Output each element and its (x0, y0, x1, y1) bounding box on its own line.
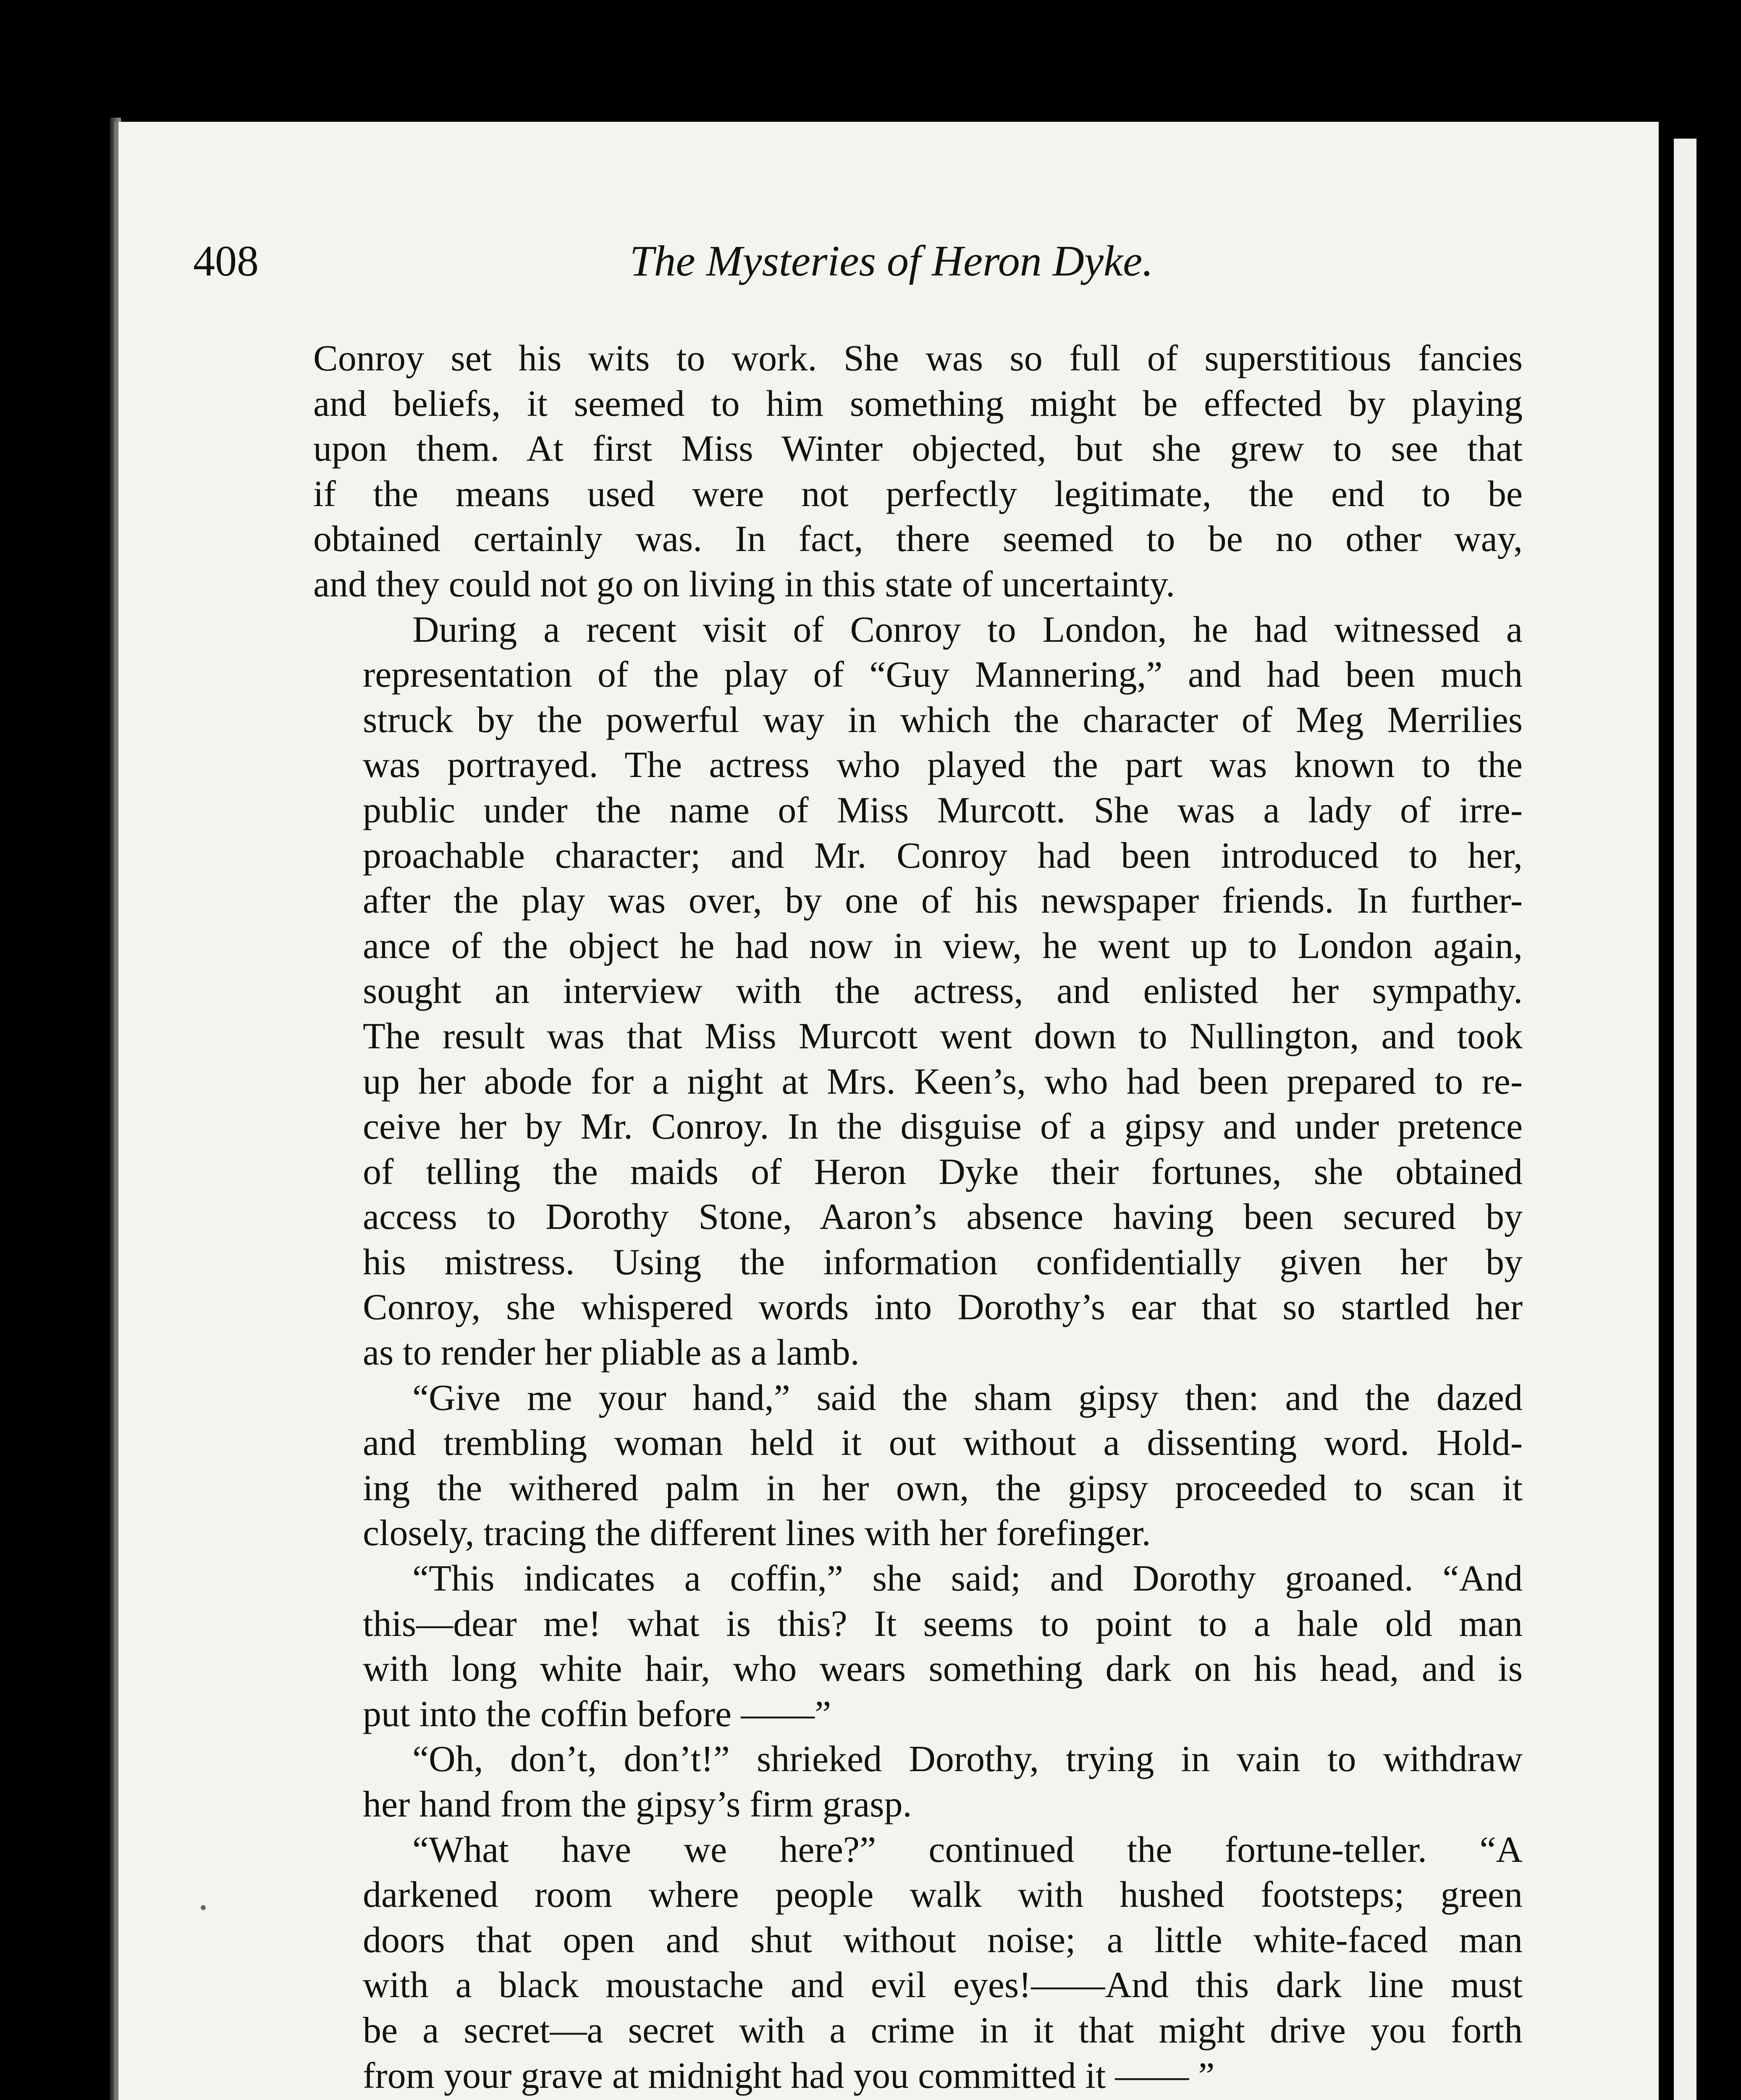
paragraph (313, 336, 1523, 607)
paragraph (313, 1827, 1523, 2099)
text-line: ance of the object he had now in view, he went up to London again, (363, 925, 1523, 966)
text-line: with a black moustache and evil eyes!——And this dark line must (363, 1965, 1523, 2006)
text-line: and they could not go on living in this state of uncertainty. (313, 564, 1175, 605)
running-title: The Mysteries of Heron Dyke. (629, 237, 1154, 285)
text-line: During a recent visit of Conroy to London, he had witnessed a (412, 609, 1523, 650)
paragraph (313, 2098, 1523, 2100)
text-line: doors that open and shut without noise; a little white-faced man (363, 1919, 1523, 1961)
text-line: was portrayed. The actress who played the part was known to the (363, 745, 1523, 786)
text-line: proachable character; and Mr. Conroy had been introduced to her, (363, 835, 1523, 876)
text-line: ing the withered palm in her own, the gipsy proceeded to scan it (363, 1467, 1523, 1509)
text-line: and trembling woman held it out without a dissenting word. Hold- (363, 1423, 1523, 1464)
text-line: be a secret—a secret with a crime in it that might drive you forth (363, 2010, 1523, 2051)
paragraph (313, 607, 1523, 1376)
paragraph (313, 1556, 1523, 1737)
text-line: obtained certainly was. In fact, there seemed to be no other way, (313, 519, 1523, 560)
text-line: “Oh, don’t, don’t!” shrieked Dorothy, trying in vain to withdraw (412, 1739, 1523, 1780)
text-line: of telling the maids of Heron Dyke their fortunes, she obtained (363, 1151, 1523, 1192)
text-line: upon them. At first Miss Winter objected, but she grew to see that (313, 428, 1523, 470)
paragraph (313, 1737, 1523, 1827)
text-line: darkened room where people walk with hushed footsteps; green (363, 1874, 1523, 1916)
body-text (313, 336, 1523, 2100)
text-line: closely, tracing the different lines with her forefinger. (363, 1513, 1151, 1554)
text-line: access to Dorothy Stone, Aaron’s absence having been secured by (363, 1197, 1523, 1238)
text-line: her hand from the gipsy’s firm grasp. (363, 1784, 912, 1825)
text-line: “Give me your hand,” said the sham gipsy then: and the dazed (412, 1377, 1523, 1418)
text-line: from your grave at midnight had you committed it —— ” (363, 2055, 1215, 2096)
text-line: sought an interview with the actress, and enlisted her sympathy. (363, 971, 1523, 1012)
text-line: “This indicates a coffin,” she said; and Dorothy groaned. “And (412, 1558, 1523, 1599)
text-line: up her abode for a night at Mrs. Keen’s, who had been prepared to re- (363, 1061, 1523, 1102)
text-line: and beliefs, it seemed to him something might be effected by playing (313, 383, 1523, 424)
text-line: put into the coffin before ——” (363, 1693, 831, 1735)
text-line: ceive her by Mr. Conroy. In the disguise of a gipsy and under pretence (363, 1106, 1523, 1147)
text-line: public under the name of Miss Murcott. She was a lady of irre- (363, 790, 1523, 831)
text-line (313, 2098, 1523, 2100)
text-line: his mistress. Using the information confidentially given her by (363, 1242, 1523, 1283)
text-line: if the means used were not perfectly legitimate, the end to be (313, 473, 1523, 514)
text-line: The result was that Miss Murcott went down to Nullington, and took (363, 1016, 1523, 1057)
text-line: Conroy, she whispered words into Dorothy’s ear that so startled her (363, 1287, 1523, 1328)
text-line: “What have we here?” continued the fortune-teller. “A (412, 1829, 1523, 1870)
text-line: with long white hair, who wears something dark on his head, and is (363, 1648, 1523, 1690)
text-line: this—dear me! what is this? It seems to point to a hale old man (363, 1603, 1523, 1644)
text-line: after the play was over, by one of his newspaper friends. In further- (363, 880, 1523, 921)
print-speck (201, 1905, 206, 1910)
paragraph (313, 1376, 1523, 1556)
text-line: Conroy set his wits to work. She was so full of superstitious fancies (313, 338, 1523, 379)
text-line: representation of the play of “Guy Mannering,” and had been much (363, 654, 1523, 696)
facing-page-edge (1674, 139, 1696, 2100)
page-number: 408 (193, 237, 259, 285)
text-line: as to render her pliable as a lamb. (363, 1332, 860, 1373)
text-line: struck by the powerful way in which the character of Meg Merrilies (363, 699, 1523, 740)
page-header (193, 236, 1527, 299)
